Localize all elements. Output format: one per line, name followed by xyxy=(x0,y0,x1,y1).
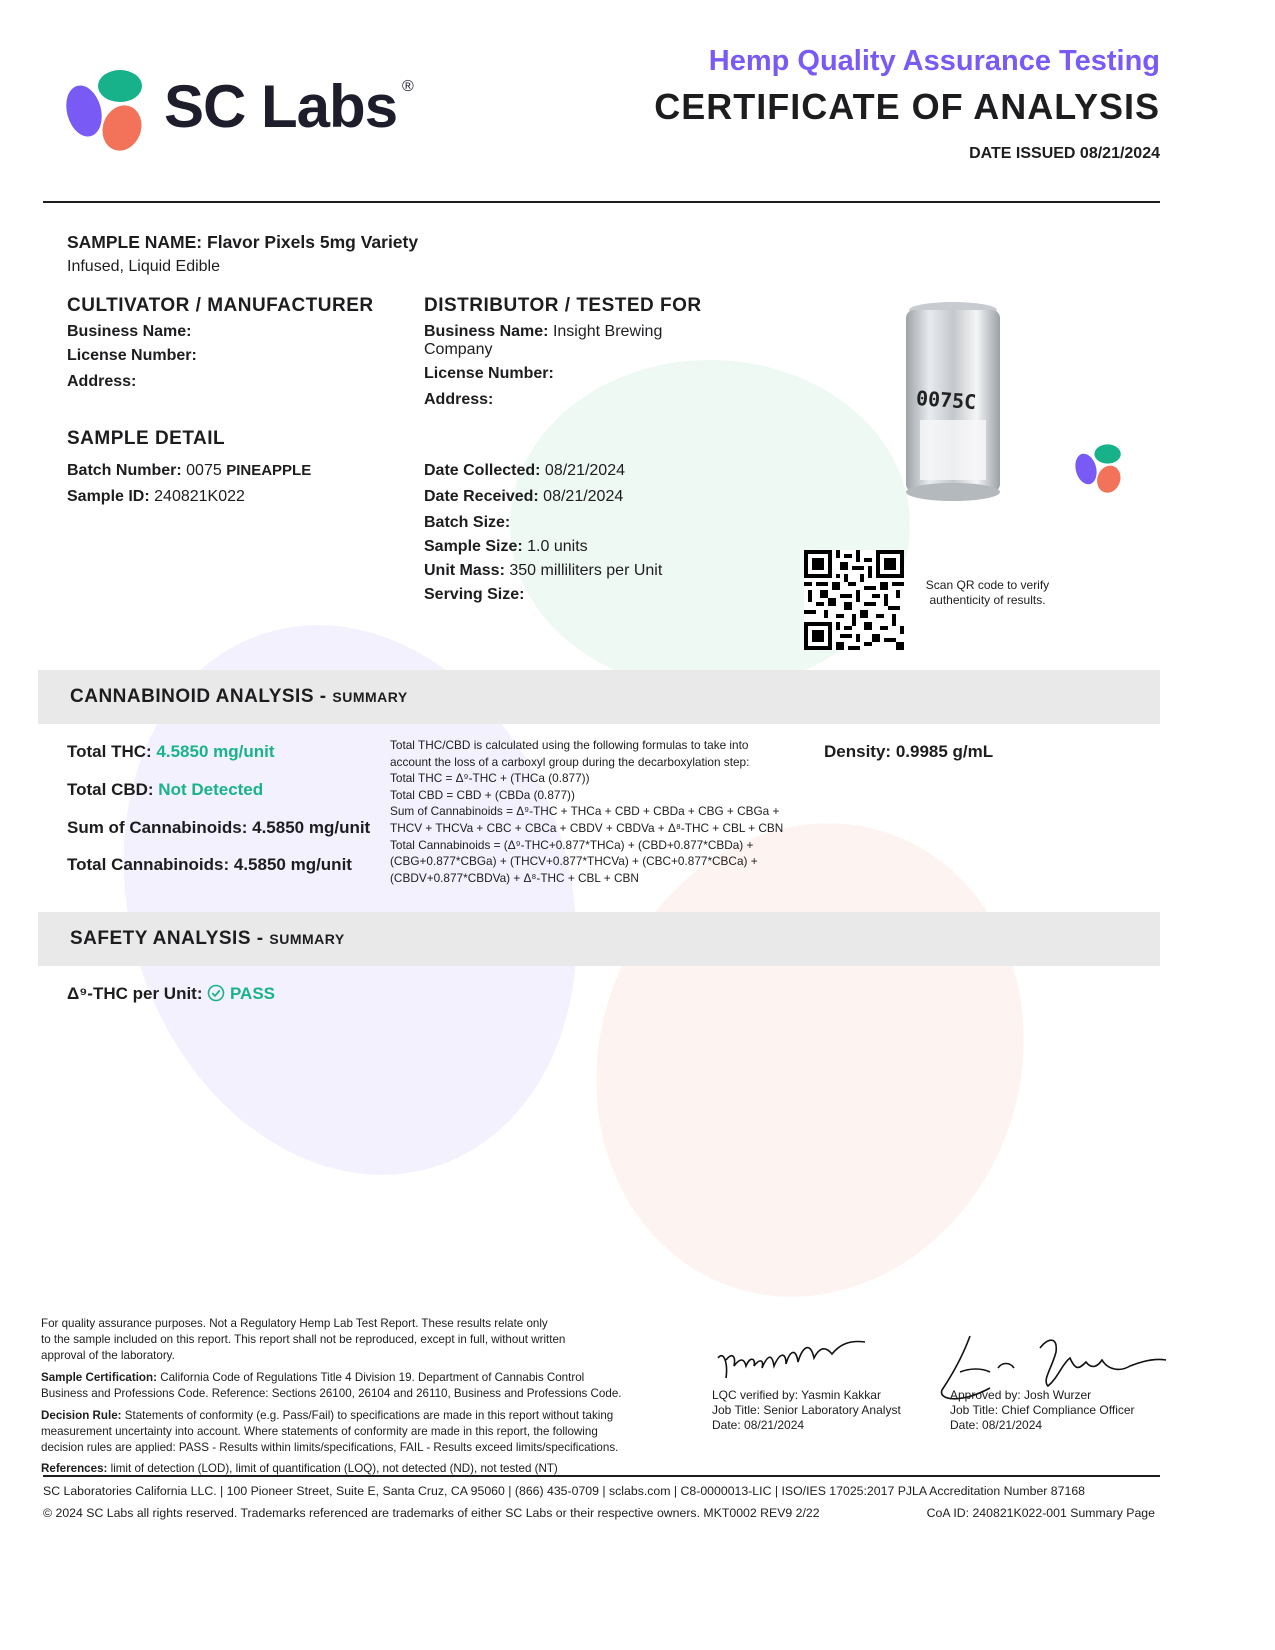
sample-certification-label: Sample Certification: xyxy=(41,1371,157,1384)
date-received-value: 08/21/2024 xyxy=(543,488,624,505)
sample-size xyxy=(424,538,588,556)
header-title: Hemp Quality Assurance Testing xyxy=(708,45,1160,77)
cannabinoid-heading xyxy=(70,686,408,708)
total-cbd xyxy=(67,780,263,800)
cultivator-heading: CULTIVATOR / MANUFACTURER xyxy=(67,295,374,316)
batch-size-label: Batch Size: xyxy=(424,514,511,531)
references-text: limit of detection (LOD), limit of quantification (LOQ), not detected (ND), not tested (NT) xyxy=(110,1462,558,1475)
cultivator-license-label: License Number: xyxy=(67,347,197,364)
unit-mass-label: Unit Mass: xyxy=(424,562,505,579)
logo-mark-icon xyxy=(64,66,154,156)
safety-item-label: Δ⁹-THC per Unit: xyxy=(67,984,203,1003)
total-thc-label: Total THC: xyxy=(67,742,152,761)
approved-by: Approved by: Josh Wurzer xyxy=(950,1388,1092,1402)
batch-number-value: 0075 xyxy=(186,462,222,479)
decision-line: Statements of conformity (e.g. Pass/Fail) to specifications are made in this report without taking xyxy=(124,1409,614,1422)
unit-mass-value: 350 milliliters per Unit xyxy=(509,562,663,579)
sample-name-value: Flavor Pixels 5mg Variety xyxy=(207,232,419,252)
batch-number-label: Batch Number: xyxy=(67,462,182,479)
formula-line: account the loss of a carboxyl group during the decarboxylation step: xyxy=(390,754,750,769)
registered-mark: ® xyxy=(402,78,414,95)
formula-line: Total THC = Δ⁹-THC + (THCa (0.877)) xyxy=(390,771,590,786)
decision-rule xyxy=(41,1408,681,1456)
formula-line: Total THC/CBD is calculated using the following formulas to take into xyxy=(390,738,749,752)
qr-code-icon[interactable] xyxy=(804,550,904,650)
safety-pass-badge: PASS xyxy=(229,984,276,1003)
copyright: © 2024 SC Labs all rights reserved. Trademarks referenced are trademarks of either SC Labs or their respective owners. MKT0002 REV9 2/22 xyxy=(43,1506,820,1520)
total-cbd-label: Total CBD: xyxy=(67,780,154,799)
signature-block-approved xyxy=(950,1388,1135,1433)
distributor-address-label: Address: xyxy=(424,391,494,408)
document-title: CERTIFICATE OF ANALYSIS xyxy=(654,86,1160,127)
company-info: SC Laboratories California LLC. | 100 Pioneer Street, Suite E, Santa Cruz, CA 95060 | (866) 435-0709 | sclabs.com | C8-0000013-LIC | ISO/IES 17025:2017 PJLA Accreditation Number 87168 xyxy=(43,1484,1085,1498)
sample-id-label: Sample ID: xyxy=(67,488,150,505)
decision-rule-label: Decision Rule: xyxy=(41,1409,122,1422)
safety-heading-small: SUMMARY xyxy=(269,931,345,947)
calculation-formulas xyxy=(390,737,810,886)
batch-note: PINEAPPLE xyxy=(226,462,312,479)
sample-detail-heading: SAMPLE DETAIL xyxy=(67,428,226,449)
qr-caption-line-1: Scan QR code to verify xyxy=(925,578,1050,592)
total-thc-value: 4.5850 mg/unit xyxy=(156,742,275,761)
signature-yasmin xyxy=(710,1330,880,1390)
sample-name-label: SAMPLE NAME: xyxy=(67,232,203,252)
distributor-business-name-cont: Company xyxy=(424,341,493,358)
decision-line: decision rules are applied: PASS - Results within limits/specifications, FAIL - Results exceed limits/specifications. xyxy=(41,1441,619,1454)
safety-section-header xyxy=(38,912,1160,966)
total-cannabinoids-value: 4.5850 mg/unit xyxy=(233,855,352,874)
formula-line: THCV + THCVa + CBC + CBCa + CBDV + CBDVa + Δ⁸-THC + CBL + CBN xyxy=(390,820,784,835)
date-received-label: Date Received: xyxy=(424,488,539,505)
check-circle-icon xyxy=(207,984,225,1002)
header-divider xyxy=(43,201,1160,203)
total-thc xyxy=(67,742,275,762)
density-label: Density: xyxy=(824,742,892,761)
sample-size-value: 1.0 units xyxy=(527,538,588,555)
distributor-business-name xyxy=(424,323,662,341)
cert-line: California Code of Regulations Title 4 Division 19. Department of Cannabis Control xyxy=(160,1371,585,1384)
cannabinoid-section-header xyxy=(38,670,1160,724)
cultivator-business-name-label: Business Name: xyxy=(67,323,192,340)
lqc-job-title: Job Title: Senior Laboratory Analyst xyxy=(712,1403,901,1417)
logo-mark-small-icon xyxy=(1074,440,1128,498)
unit-mass xyxy=(424,562,662,580)
safety-result xyxy=(67,984,275,1004)
qa-disclaimer xyxy=(41,1316,681,1364)
safety-heading-text: SAFETY ANALYSIS - xyxy=(70,928,264,949)
formula-line: Total CBD = CBD + (CBDa (0.877)) xyxy=(390,787,575,802)
qa-line: For quality assurance purposes. Not a Regulatory Hemp Lab Test Report. These results relate only xyxy=(41,1317,548,1330)
sum-of-cannabinoids-value: 4.5850 mg/unit xyxy=(252,818,371,837)
sample-type: Infused, Liquid Edible xyxy=(67,258,220,275)
references-label: References: xyxy=(41,1462,108,1475)
logo-wordmark: SC Labs xyxy=(164,73,398,140)
total-cbd-value: Not Detected xyxy=(158,780,264,799)
date-received xyxy=(424,488,623,506)
cannabinoid-heading-small: SUMMARY xyxy=(332,689,408,705)
can-marking: 0075C xyxy=(915,385,977,415)
background-blob-purple xyxy=(54,566,646,1235)
distributor-business-name-value: Insight Brewing xyxy=(552,323,663,340)
distributor-heading: DISTRIBUTOR / TESTED FOR xyxy=(424,295,702,316)
sample-name xyxy=(67,232,418,253)
footer-divider xyxy=(43,1475,1160,1477)
density-value: 0.9985 g/mL xyxy=(895,742,994,761)
date-collected xyxy=(424,462,625,480)
decision-line: measurement uncertainty into account. Where statements of conformity are made in this report, the following xyxy=(41,1425,598,1438)
qa-line: to the sample included on this report. This report shall not be reproduced, except in full, without written xyxy=(41,1333,566,1346)
formula-line: Sum of Cannabinoids = Δ⁹-THC + THCa + CBD + CBDa + CBG + CBGa + xyxy=(390,804,780,819)
serving-size-label: Serving Size: xyxy=(424,586,525,603)
coa-id: CoA ID: 240821K022-001 Summary Page xyxy=(926,1506,1155,1520)
qr-caption xyxy=(925,578,1050,608)
product-photo xyxy=(898,300,1008,505)
date-collected-label: Date Collected: xyxy=(424,462,541,479)
date-collected-value: 08/21/2024 xyxy=(544,462,625,479)
approved-job-title: Job Title: Chief Compliance Officer xyxy=(950,1403,1135,1417)
formula-line: (CBG+0.877*CBGa) + (THCV+0.877*THCVa) + (CBC+0.877*CBCa) + xyxy=(390,854,758,869)
date-issued: DATE ISSUED 08/21/2024 xyxy=(969,145,1160,162)
qa-line: approval of the laboratory. xyxy=(41,1349,175,1362)
qr-caption-line-2: authenticity of results. xyxy=(929,593,1046,607)
cannabinoid-heading-text: CANNABINOID ANALYSIS - xyxy=(70,686,327,707)
formula-line: (CBDV+0.877*CBDVa) + Δ⁸-THC + CBL + CBN xyxy=(390,870,639,885)
cert-line: Business and Professions Code. Reference: Sections 26100, 26104 and 26110, Business and Professions Code. xyxy=(41,1387,622,1400)
sc-labs-logo xyxy=(64,66,424,156)
density xyxy=(824,742,993,762)
total-cannabinoids xyxy=(67,855,352,875)
cultivator-address-label: Address: xyxy=(67,373,137,390)
sample-id-value: 240821K022 xyxy=(154,488,245,505)
sample-certification xyxy=(41,1370,681,1402)
sample-size-label: Sample Size: xyxy=(424,538,523,555)
total-cannabinoids-label: Total Cannabinoids: xyxy=(67,855,230,874)
distributor-license-label: License Number: xyxy=(424,365,554,382)
lqc-date: Date: 08/21/2024 xyxy=(712,1418,805,1432)
safety-heading xyxy=(70,928,345,950)
batch-number xyxy=(67,462,311,480)
sum-of-cannabinoids-label: Sum of Cannabinoids: xyxy=(67,818,248,837)
sum-of-cannabinoids xyxy=(67,818,370,838)
sample-id xyxy=(67,488,245,506)
approved-date: Date: 08/21/2024 xyxy=(950,1418,1043,1432)
lqc-verified-by: LQC verified by: Yasmin Kakkar xyxy=(712,1388,881,1402)
signature-block-lqc xyxy=(712,1388,901,1433)
formula-line: Total Cannabinoids = (Δ⁹-THC+0.877*THCa) + (CBD+0.877*CBDa) + xyxy=(390,837,754,852)
distributor-business-name-label: Business Name: xyxy=(424,323,549,340)
